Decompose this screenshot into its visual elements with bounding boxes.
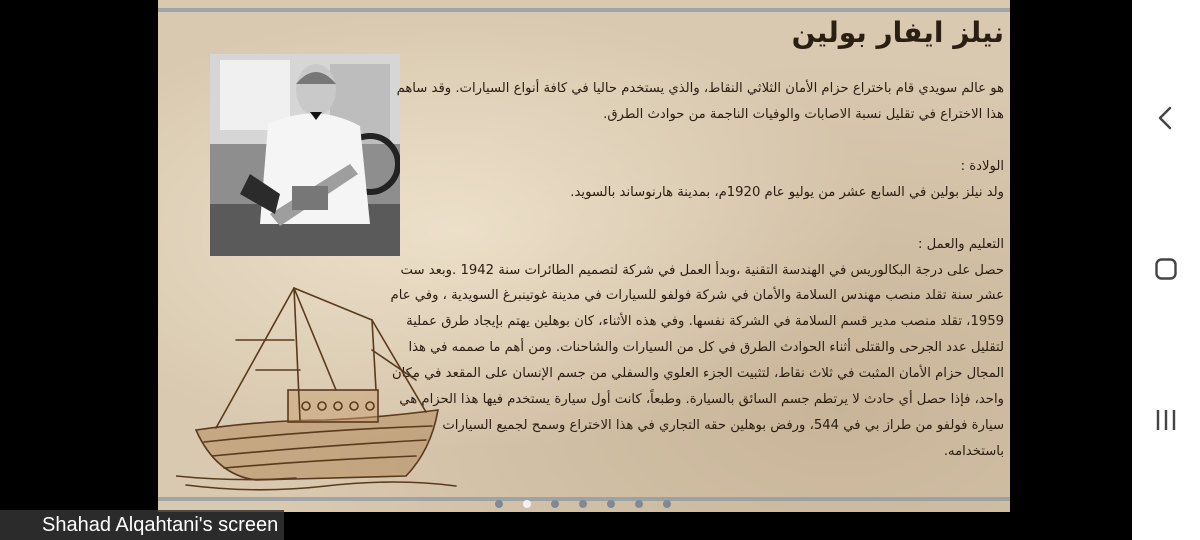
presentation-slide [158, 0, 1010, 512]
carousel-dot-active[interactable] [523, 500, 531, 508]
education-heading: التعليم والعمل : [918, 236, 1004, 252]
portrait-illustration [210, 54, 400, 256]
carousel-dot[interactable] [635, 500, 643, 508]
home-button[interactable] [1146, 251, 1186, 291]
slide-top-border [158, 8, 1010, 12]
recents-button[interactable] [1146, 402, 1186, 442]
portrait-photo [210, 54, 400, 256]
back-button[interactable] [1146, 100, 1186, 140]
carousel-dot[interactable] [551, 500, 559, 508]
home-square-icon [1154, 257, 1178, 285]
ship-sketch-drawing [176, 280, 466, 495]
android-navigation-bar [1132, 0, 1200, 540]
carousel-indicator [495, 500, 671, 508]
ship-sketch-image [176, 280, 466, 495]
screen-share-label: Shahad Alqahtani's screen [0, 510, 284, 540]
education-text: حصل على درجة البكالوريس في الهندسة التقنية ،وبدأ العمل في شركة لتصميم الطائرات سنة 1942 .وبعد ست عشر سنة تقلد منصب مهندس السلامة والأمان في شركة فولفو للسيارات في مدينة غوتينبرغ السويدية ، وفي عام 1959، تقلد منصب مدير قسم السلامة في الشركة نفسها. وفي هذه الأثناء، كان بوهلين يهتم بإيجاد طرق عملية لتقليل عدد الجرحى والقتلى أثناء الحوادث الطرق في كل من السيارات والشاحنات. ومن أهم ما صممه في هذا المجال حزام الأمان المثبت في ثلاث نقاط، لتثبيت الجزء العلوي والسفلي من جسم الإنسان على المقعد في مكان واحد، فإذا حصل أي حادث لا يرتطم جسم السائق بالسيارة. وطبعاً، كانت أول سيارة يستخدم فيها هذا الحزام هي سيارة فولفو من طراز بي في 544، ورفض بوهلين حقه التجاري في هذا الاختراع وسمح لجميع السيارات باستخدامه. [390, 262, 1004, 459]
recents-icon [1155, 408, 1177, 436]
carousel-dot[interactable] [663, 500, 671, 508]
carousel-dot[interactable] [579, 500, 587, 508]
slide-title: نيلز ايفار بولين [791, 16, 1004, 49]
chevron-left-icon [1156, 106, 1176, 134]
intro-paragraph: هو عالم سويدي قام باختراع حزام الأمان الثلاثي النقاط، والذي يستخدم حاليا في كافة أنواع السيارات. وقد ساهم هذا الاختراع في تقليل نسبة الاصابات والوفيات الناجمة من حوادث الطرق. [396, 81, 1004, 122]
slide-body-text [384, 76, 1004, 465]
carousel-dot[interactable] [607, 500, 615, 508]
carousel-dot[interactable] [495, 500, 503, 508]
birth-text: ولد نيلز بولين في السابع عشر من يوليو عام 1920م، بمدينة هارنوساند بالسويد. [570, 184, 1004, 200]
birth-heading: الولادة : [960, 158, 1004, 174]
